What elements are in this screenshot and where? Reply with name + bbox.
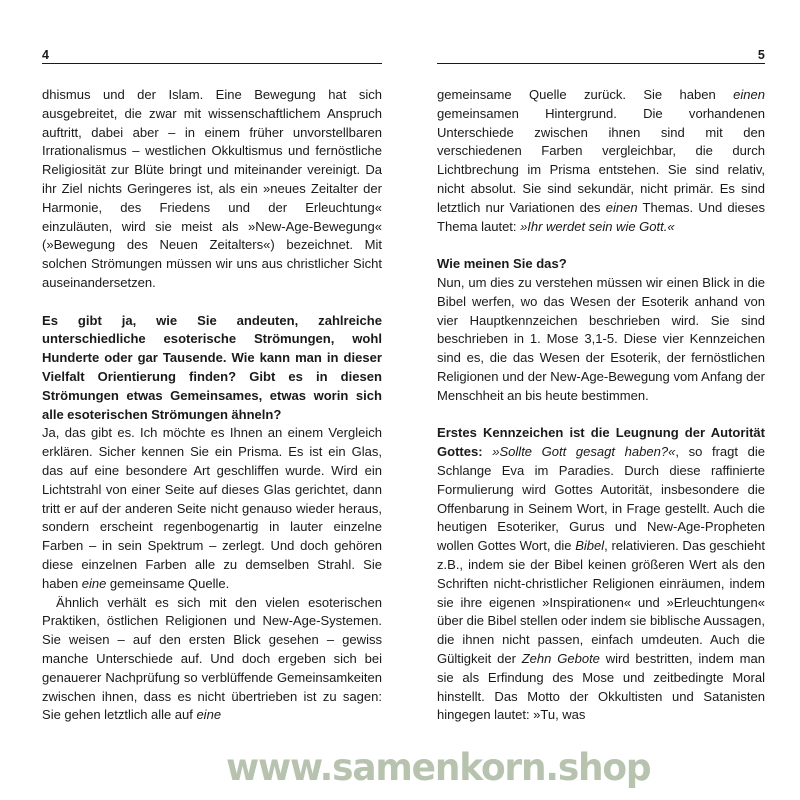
- continued-emphasis-einen-2: einen: [605, 199, 638, 215]
- running-head-right: [437, 38, 765, 64]
- page-right: [400, 0, 800, 800]
- first-mark-text-part1: , so fragt die Schlange Eva im Paradies. Durch diese raffinierte Formulierung wird Gottes Autorität, insbesondere die Offenbarung in Seinem Wort, in Frage gestellt. Auch die heutigen Esoteriker, Gurus und New-Age-Propheten wollen Gottes Wort, die: [437, 444, 766, 554]
- column-left: [42, 64, 382, 725]
- paragraph-answer: [42, 424, 382, 593]
- first-mark-emphasis-zehn-gebote: Zehn Gebote: [521, 650, 600, 666]
- paragraph-continuation: [42, 594, 382, 726]
- paragraph-first-mark: [437, 424, 765, 725]
- paragraph-continued-text: dhismus und der Islam. Eine Bewegung hat sich ausgebreitet, die zwar mit wissenschaftlichem Anspruch auftritt, dabei aber – in einem früher unvorstellbaren Irrationalismus – westlichen Okkultismus und fernöstliche Religiosität zur Blüte bringt und miteinander vereinigt. Da ihr Ziel nichts Geringeres ist, als ein »neues Zeitalter der Harmonie, des Friedens und der Erleuchtung« einzuläuten, wird sie meist als »New-Age-Bewegung« (»Bewegung des Neuen Zeitalters«) bezeichnet. Mit solchen Strömungen müssen wir uns aus christlicher Sicht auseinandersetzen.: [42, 87, 382, 290]
- continued-text-part3: Themas. Und dieses Thema lautet:: [437, 199, 765, 234]
- first-mark-emphasis-bibel: Bibel: [575, 538, 605, 554]
- page-number-right: 5: [757, 47, 765, 62]
- site-watermark: www.samenkorn.shop: [226, 746, 651, 789]
- paragraph-continued-right: [437, 86, 765, 236]
- continued-text-part2: gemeinsamen Hintergrund. Die vorhandenen Unterschiede zwischen ihnen sind mit den verschiedenen Farben vergleichbar, die durch Lichtbrechung im Prisma entstehen. Sie sind relativ, nicht absolut. Sie sind sekundär, nicht primär. Es sind letztlich nur Variationen des: [437, 105, 765, 215]
- section-heading: Wie meinen Sie das?: [437, 256, 567, 272]
- answer-emphasis-eine: eine: [81, 575, 107, 591]
- first-mark-quote-sollte-gott: »Sollte Gott gesagt haben?«: [492, 444, 676, 460]
- continued-text-part1: gemeinsame Quelle zurück. Sie haben: [437, 87, 734, 102]
- running-head-left: [42, 38, 382, 64]
- page-number-left: 4: [42, 47, 50, 62]
- first-mark-lead-in: Erstes Kennzeichen ist die Leugnung der Autorität Gottes:: [437, 425, 765, 460]
- first-mark-text-part2: , relativieren. Das geschieht z.B., indem sie der Bibel keinen größeren Wert als den Schriften nicht-christlicher Religionen einräumen, indem sie ihre eigenen »Inspirationen« und »Erleuchtungen« über die Bibel stellen oder indem sie biblische Aussagen, die ihnen nicht passen, einfach umdeuten. Auch die Gültigkeit der: [437, 538, 766, 666]
- header-rule-right: [437, 63, 765, 64]
- continued-emphasis-einen: einen: [733, 87, 765, 102]
- paragraph-answer-right: Nun, um dies zu verstehen müssen wir einen Blick in die Bibel werfen, wo das Wesen der Esoterik anhand von vier Hauptkennzeichen beschrieben wird. Sie sind beschrieben in 1. Mose 3,1-5. Diese vier Kennzeichen sind es, die das Wesen der Esoterik, der fernöstlichen Religionen und der New-Age-Bewegung vom Anfang der Menschheit an bis heute bestimmen.: [437, 274, 765, 403]
- continuation-emphasis-eine: eine: [196, 707, 222, 723]
- answer-text-part1: Ja, das gibt es. Ich möchte es Ihnen an einem Vergleich erklären. Sicher kennen Sie ein Prisma. Es ist ein Glas, das auf eine besondere Art geschliffen wurde. Wird ein Lichtstrahl von einer Seite auf dieses Glas gerichtet, dann tritt er auf der anderen Seite nicht genauso wieder heraus, sondern erscheint regenbogenartig in lauter einzelne Farben – in sein Spektrum – zerlegt. Und doch gehören diese einzelnen Farben alle zu demselben Strahl. Sie haben: [42, 425, 382, 591]
- continued-quote-ihr-werdet-sein-wie-gott: »Ihr werdet sein wie Gott.«: [520, 218, 675, 234]
- question-block: [42, 312, 382, 425]
- paragraph-continued: [42, 86, 382, 293]
- first-mark-text-part3: wird bestritten, indem man sie als Erfindung des Mose und zeitbedingte Moral hinstellt. Das Motto der Okkultisten und Satanisten hingegen lautet: »Tu, was: [437, 650, 765, 723]
- continuation-text-part1: Ähnlich verhält es sich mit den vielen esoterischen Praktiken, östlichen Religionen und New-Age-Systemen. Sie weisen – auf den ersten Blick gesehen – gewiss manche Unterschiede auf. Und doch ergeben sich bei genauerer Nachprüfung so verblüffende Gemeinsamkeiten zwischen ihnen, dass es nicht übertrieben ist zu sagen: Sie gehen letztlich alle auf: [42, 594, 382, 723]
- question-text: Es gibt ja, wie Sie andeuten, zahlreiche unterschiedliche esoterische Strömungen, wohl Hunderte oder gar Tausende. Wie kann man in dieser Vielfalt Orientierung finden? Gibt es in diesen Strömungen etwas Gemeinsames, etwas worin sich alle esoterischen Strömungen ähneln?: [42, 312, 382, 422]
- answer-text-part2: gemeinsame Quelle.: [106, 575, 230, 591]
- column-right: [437, 64, 765, 725]
- header-rule-left: [42, 63, 382, 64]
